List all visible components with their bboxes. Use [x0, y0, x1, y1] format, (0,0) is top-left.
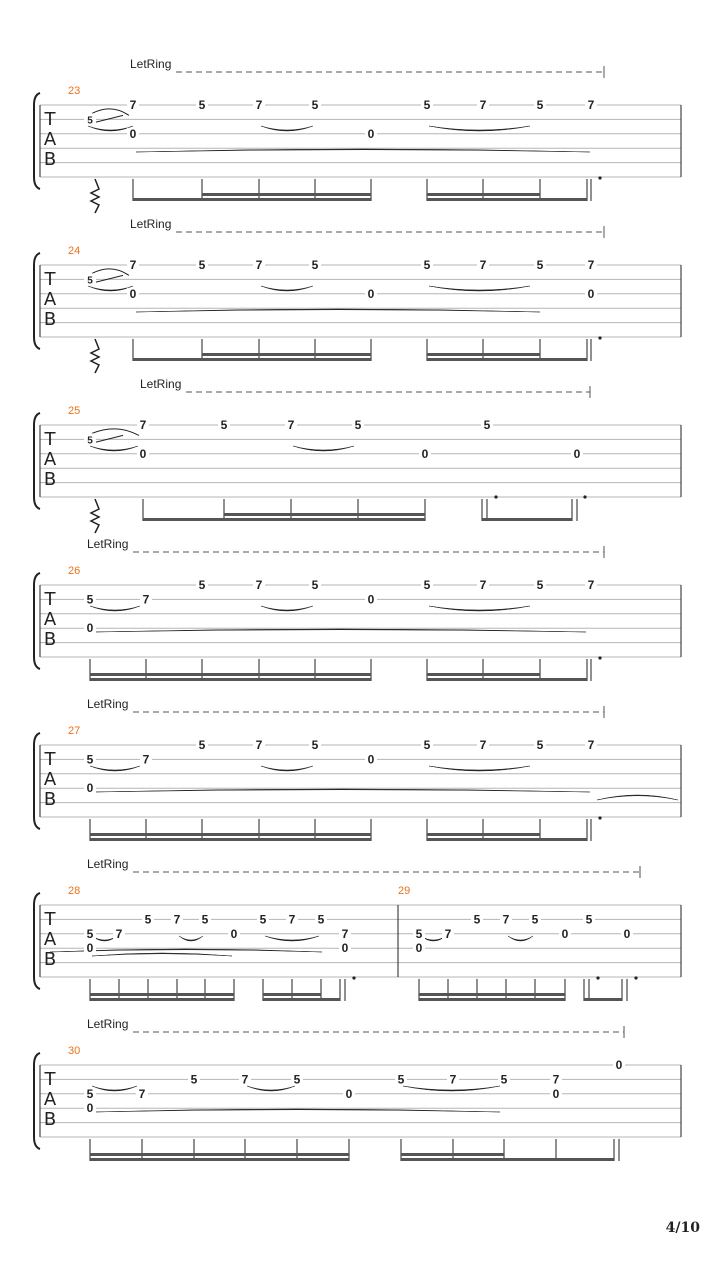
tie-arc: [94, 1109, 500, 1112]
fret-number: 0: [367, 592, 375, 607]
fret-number: 7: [255, 738, 263, 752]
tie-arc: [94, 789, 590, 792]
fret-number: 5: [220, 418, 228, 432]
tab-clef-letter: A: [43, 769, 57, 790]
fret-number: 7: [173, 912, 181, 927]
tab-clef-letter: B: [43, 949, 57, 970]
fret-number: 5: [86, 1086, 94, 1101]
fret-number: 5: [87, 275, 93, 287]
tab-clef-letter: B: [43, 309, 57, 330]
beam-primary: [90, 1158, 349, 1161]
fret-number: 7: [449, 1072, 457, 1087]
fret-number: 5: [473, 912, 481, 927]
rake-stroke: [91, 499, 99, 533]
fret-number: 5: [311, 738, 319, 752]
augmentation-dot: [598, 656, 601, 659]
hammer-on-arc: [403, 1086, 500, 1091]
let-ring-label: LetRing: [87, 537, 129, 551]
fret-number: 7: [129, 258, 137, 272]
tab-clef-letter: B: [43, 149, 57, 170]
beam-primary: [427, 358, 587, 361]
hammer-on-arc: [179, 936, 203, 941]
beam-primary: [133, 358, 371, 361]
bar-number: 30: [68, 1045, 81, 1057]
fret-number: 7: [139, 418, 147, 432]
fret-number: 7: [142, 592, 150, 607]
fret-number: 0: [139, 446, 147, 461]
hammer-on-arc: [90, 606, 140, 611]
augmentation-dot: [598, 816, 601, 819]
fret-number: 5: [293, 1072, 301, 1087]
hammer-on-arc: [261, 286, 313, 291]
tab-clef-letter: A: [43, 929, 57, 950]
beam-secondary: [90, 993, 234, 996]
beam-secondary: [202, 353, 371, 356]
bar-number: 27: [68, 725, 81, 737]
tab-system-3: [34, 377, 681, 533]
fret-number: 7: [587, 578, 595, 592]
bar-number: 26: [68, 565, 81, 577]
augmentation-dot: [352, 976, 355, 979]
tie-arc: [136, 149, 590, 152]
fret-number: 5: [585, 912, 593, 927]
fret-number: 7: [502, 912, 510, 927]
tab-clef-letter: A: [43, 449, 57, 470]
beam-secondary: [419, 993, 565, 996]
tab-clef-letter: T: [44, 1069, 56, 1090]
fret-number: 7: [287, 418, 295, 432]
fret-number: 5: [86, 752, 94, 767]
beam-secondary: [90, 1153, 349, 1156]
augmentation-dot: [494, 495, 497, 498]
fret-number: 7: [115, 926, 123, 941]
beam-primary: [90, 678, 371, 681]
tab-clef-letter: A: [43, 609, 57, 630]
system-bracket: [34, 573, 40, 669]
let-ring-label: LetRing: [87, 697, 129, 711]
fret-number: 0: [615, 1058, 623, 1072]
page-number: 4/10: [665, 1220, 700, 1236]
system-bracket: [34, 93, 40, 189]
hammer-on-arc: [429, 126, 530, 131]
beam-primary: [90, 998, 234, 1001]
beam-primary: [90, 838, 371, 841]
beam-primary: [482, 518, 572, 521]
fret-number: 0: [129, 126, 137, 141]
fret-number: 5: [190, 1072, 198, 1087]
beam-primary: [584, 998, 622, 1001]
fret-number: 5: [311, 258, 319, 272]
beam-primary: [263, 998, 340, 1001]
tie-arc: [136, 309, 540, 312]
beam-secondary: [427, 833, 540, 836]
fret-number: 7: [288, 912, 296, 927]
let-ring-label: LetRing: [87, 1017, 129, 1031]
hammer-on-arc: [88, 286, 133, 291]
tab-system-7: [34, 1017, 681, 1161]
augmentation-dot: [598, 336, 601, 339]
beam-secondary: [224, 513, 425, 516]
fret-number: 0: [129, 286, 137, 301]
hammer-on-arc: [90, 766, 140, 771]
beam-secondary: [263, 993, 321, 996]
let-ring-label: LetRing: [140, 377, 182, 391]
augmentation-dot: [598, 176, 601, 179]
fret-number: 7: [341, 926, 349, 941]
tab-clef-letter: B: [43, 629, 57, 650]
fret-number: 0: [86, 781, 94, 796]
let-ring-label: LetRing: [130, 57, 172, 71]
fret-number: 7: [255, 258, 263, 272]
hammer-on-arc: [90, 446, 138, 451]
bar-number: 24: [68, 245, 81, 257]
fret-number: 5: [86, 592, 94, 607]
augmentation-dot: [583, 495, 586, 498]
hammer-on-arc: [261, 606, 313, 611]
fret-number: 0: [86, 621, 94, 636]
fret-number: 7: [479, 578, 487, 592]
fret-number: 5: [483, 418, 491, 432]
beam-primary: [427, 198, 587, 201]
fret-number: 5: [536, 98, 544, 112]
beam-secondary: [202, 193, 371, 196]
fret-number: 5: [87, 435, 93, 447]
fret-number: 7: [479, 258, 487, 272]
fret-number: 7: [241, 1072, 249, 1087]
fret-number: 5: [86, 926, 94, 941]
tab-clef-letter: T: [44, 109, 56, 130]
fret-number: 7: [255, 578, 263, 592]
fret-number: 5: [536, 578, 544, 592]
tab-system-1: [34, 57, 681, 213]
tab-clef-letter: T: [44, 269, 56, 290]
fret-number: 0: [341, 941, 349, 956]
system-bracket: [34, 253, 40, 349]
fret-number: 5: [397, 1072, 405, 1087]
fret-number: 5: [536, 258, 544, 272]
fret-number: 5: [198, 258, 206, 272]
hammer-on-arc: [429, 286, 530, 291]
fret-number: 7: [479, 98, 487, 112]
fret-number: 7: [142, 752, 150, 767]
hammer-on-arc: [429, 766, 530, 771]
tab-clef-letter: A: [43, 289, 57, 310]
beam-secondary: [401, 1153, 504, 1156]
beam-secondary: [427, 193, 540, 196]
fret-number: 0: [587, 286, 595, 301]
fret-number: 0: [421, 446, 429, 461]
rake-stroke: [91, 339, 99, 373]
fret-number: 5: [201, 912, 209, 927]
fret-number: 0: [552, 1086, 560, 1101]
tab-system-2: [34, 217, 681, 373]
tab-clef-letter: B: [43, 469, 57, 490]
let-ring-label: LetRing: [87, 857, 129, 871]
beam-primary: [427, 838, 587, 841]
hammer-on-arc: [293, 446, 354, 451]
hammer-on-arc: [265, 936, 319, 941]
beam-secondary: [90, 833, 371, 836]
fret-number: 5: [144, 912, 152, 927]
fret-number: 0: [345, 1086, 353, 1101]
fret-number: 7: [444, 926, 452, 941]
system-bracket: [34, 1053, 40, 1149]
hammer-on-arc: [429, 606, 530, 611]
fret-number: 5: [87, 115, 93, 127]
let-ring-label: LetRing: [130, 217, 172, 231]
beam-secondary: [427, 353, 540, 356]
tab-clef-letter: T: [44, 589, 56, 610]
beam-primary: [143, 518, 425, 521]
fret-number: 7: [255, 98, 263, 112]
fret-number: 5: [500, 1072, 508, 1087]
fret-number: 5: [423, 258, 431, 272]
tab-clef-letter: T: [44, 749, 56, 770]
beam-primary: [419, 998, 565, 1001]
bar-number: 29: [398, 885, 411, 897]
fret-number: 5: [259, 912, 267, 927]
fret-number: 5: [536, 738, 544, 752]
fret-number: 0: [415, 941, 423, 956]
tab-system-6: [34, 857, 681, 1001]
fret-number: 0: [86, 941, 94, 956]
tab-clef-letter: T: [44, 429, 56, 450]
fret-number: 5: [354, 418, 362, 432]
fret-number: 0: [573, 446, 581, 461]
slur-arc: [92, 429, 139, 436]
fret-number: 0: [367, 286, 375, 301]
fret-number: 7: [138, 1086, 146, 1101]
tie-arc: [94, 629, 586, 632]
hammer-on-arc: [247, 1086, 295, 1091]
beam-secondary: [90, 673, 371, 676]
fret-number: 5: [311, 578, 319, 592]
beam-primary: [427, 678, 587, 681]
fret-number: 7: [587, 258, 595, 272]
tab-system-4: [34, 537, 681, 681]
fret-number: 5: [423, 738, 431, 752]
tie-arc: [597, 795, 678, 800]
fret-number: 5: [531, 912, 539, 927]
hammer-on-arc: [261, 126, 313, 131]
fret-number: 0: [561, 926, 569, 941]
system-bracket: [34, 733, 40, 829]
fret-number: 5: [423, 578, 431, 592]
fret-number: 0: [623, 926, 631, 941]
fret-number: 5: [198, 578, 206, 592]
system-bracket: [34, 893, 40, 989]
tab-clef-letter: A: [43, 129, 57, 150]
fret-number: 7: [479, 738, 487, 752]
tab-system-5: [34, 697, 681, 841]
bar-number: 23: [68, 85, 81, 97]
slur-arc: [92, 269, 129, 276]
slur-arc: [92, 109, 129, 116]
hammer-on-arc: [92, 1086, 137, 1091]
rake-stroke: [91, 179, 99, 213]
fret-number: 0: [230, 926, 238, 941]
fret-number: 7: [587, 738, 595, 752]
fret-number: 5: [198, 98, 206, 112]
augmentation-dot: [634, 976, 637, 979]
hammer-on-arc: [88, 126, 133, 131]
beam-primary: [401, 1158, 614, 1161]
fret-number: 5: [423, 98, 431, 112]
beam-secondary: [427, 673, 540, 676]
fret-number: 5: [198, 738, 206, 752]
fret-number: 7: [552, 1072, 560, 1087]
fret-number: 0: [367, 126, 375, 141]
augmentation-dot: [596, 976, 599, 979]
fret-number: 7: [587, 98, 595, 112]
bar-number: 28: [68, 885, 81, 897]
tab-clef-letter: B: [43, 1109, 57, 1130]
fret-number: 7: [129, 98, 137, 112]
system-bracket: [34, 413, 40, 509]
fret-number: 0: [86, 1101, 94, 1116]
tab-clef-letter: B: [43, 789, 57, 810]
tab-clef-letter: T: [44, 909, 56, 930]
fret-number: 5: [415, 926, 423, 941]
fret-number: 5: [317, 912, 325, 927]
tab-clef-letter: A: [43, 1089, 57, 1110]
hammer-on-arc: [508, 936, 533, 941]
hammer-on-arc: [261, 766, 313, 771]
bar-number: 25: [68, 405, 81, 417]
fret-number: 5: [311, 98, 319, 112]
tie-arc: [92, 953, 232, 956]
beam-primary: [133, 198, 371, 201]
fret-number: 0: [367, 752, 375, 767]
